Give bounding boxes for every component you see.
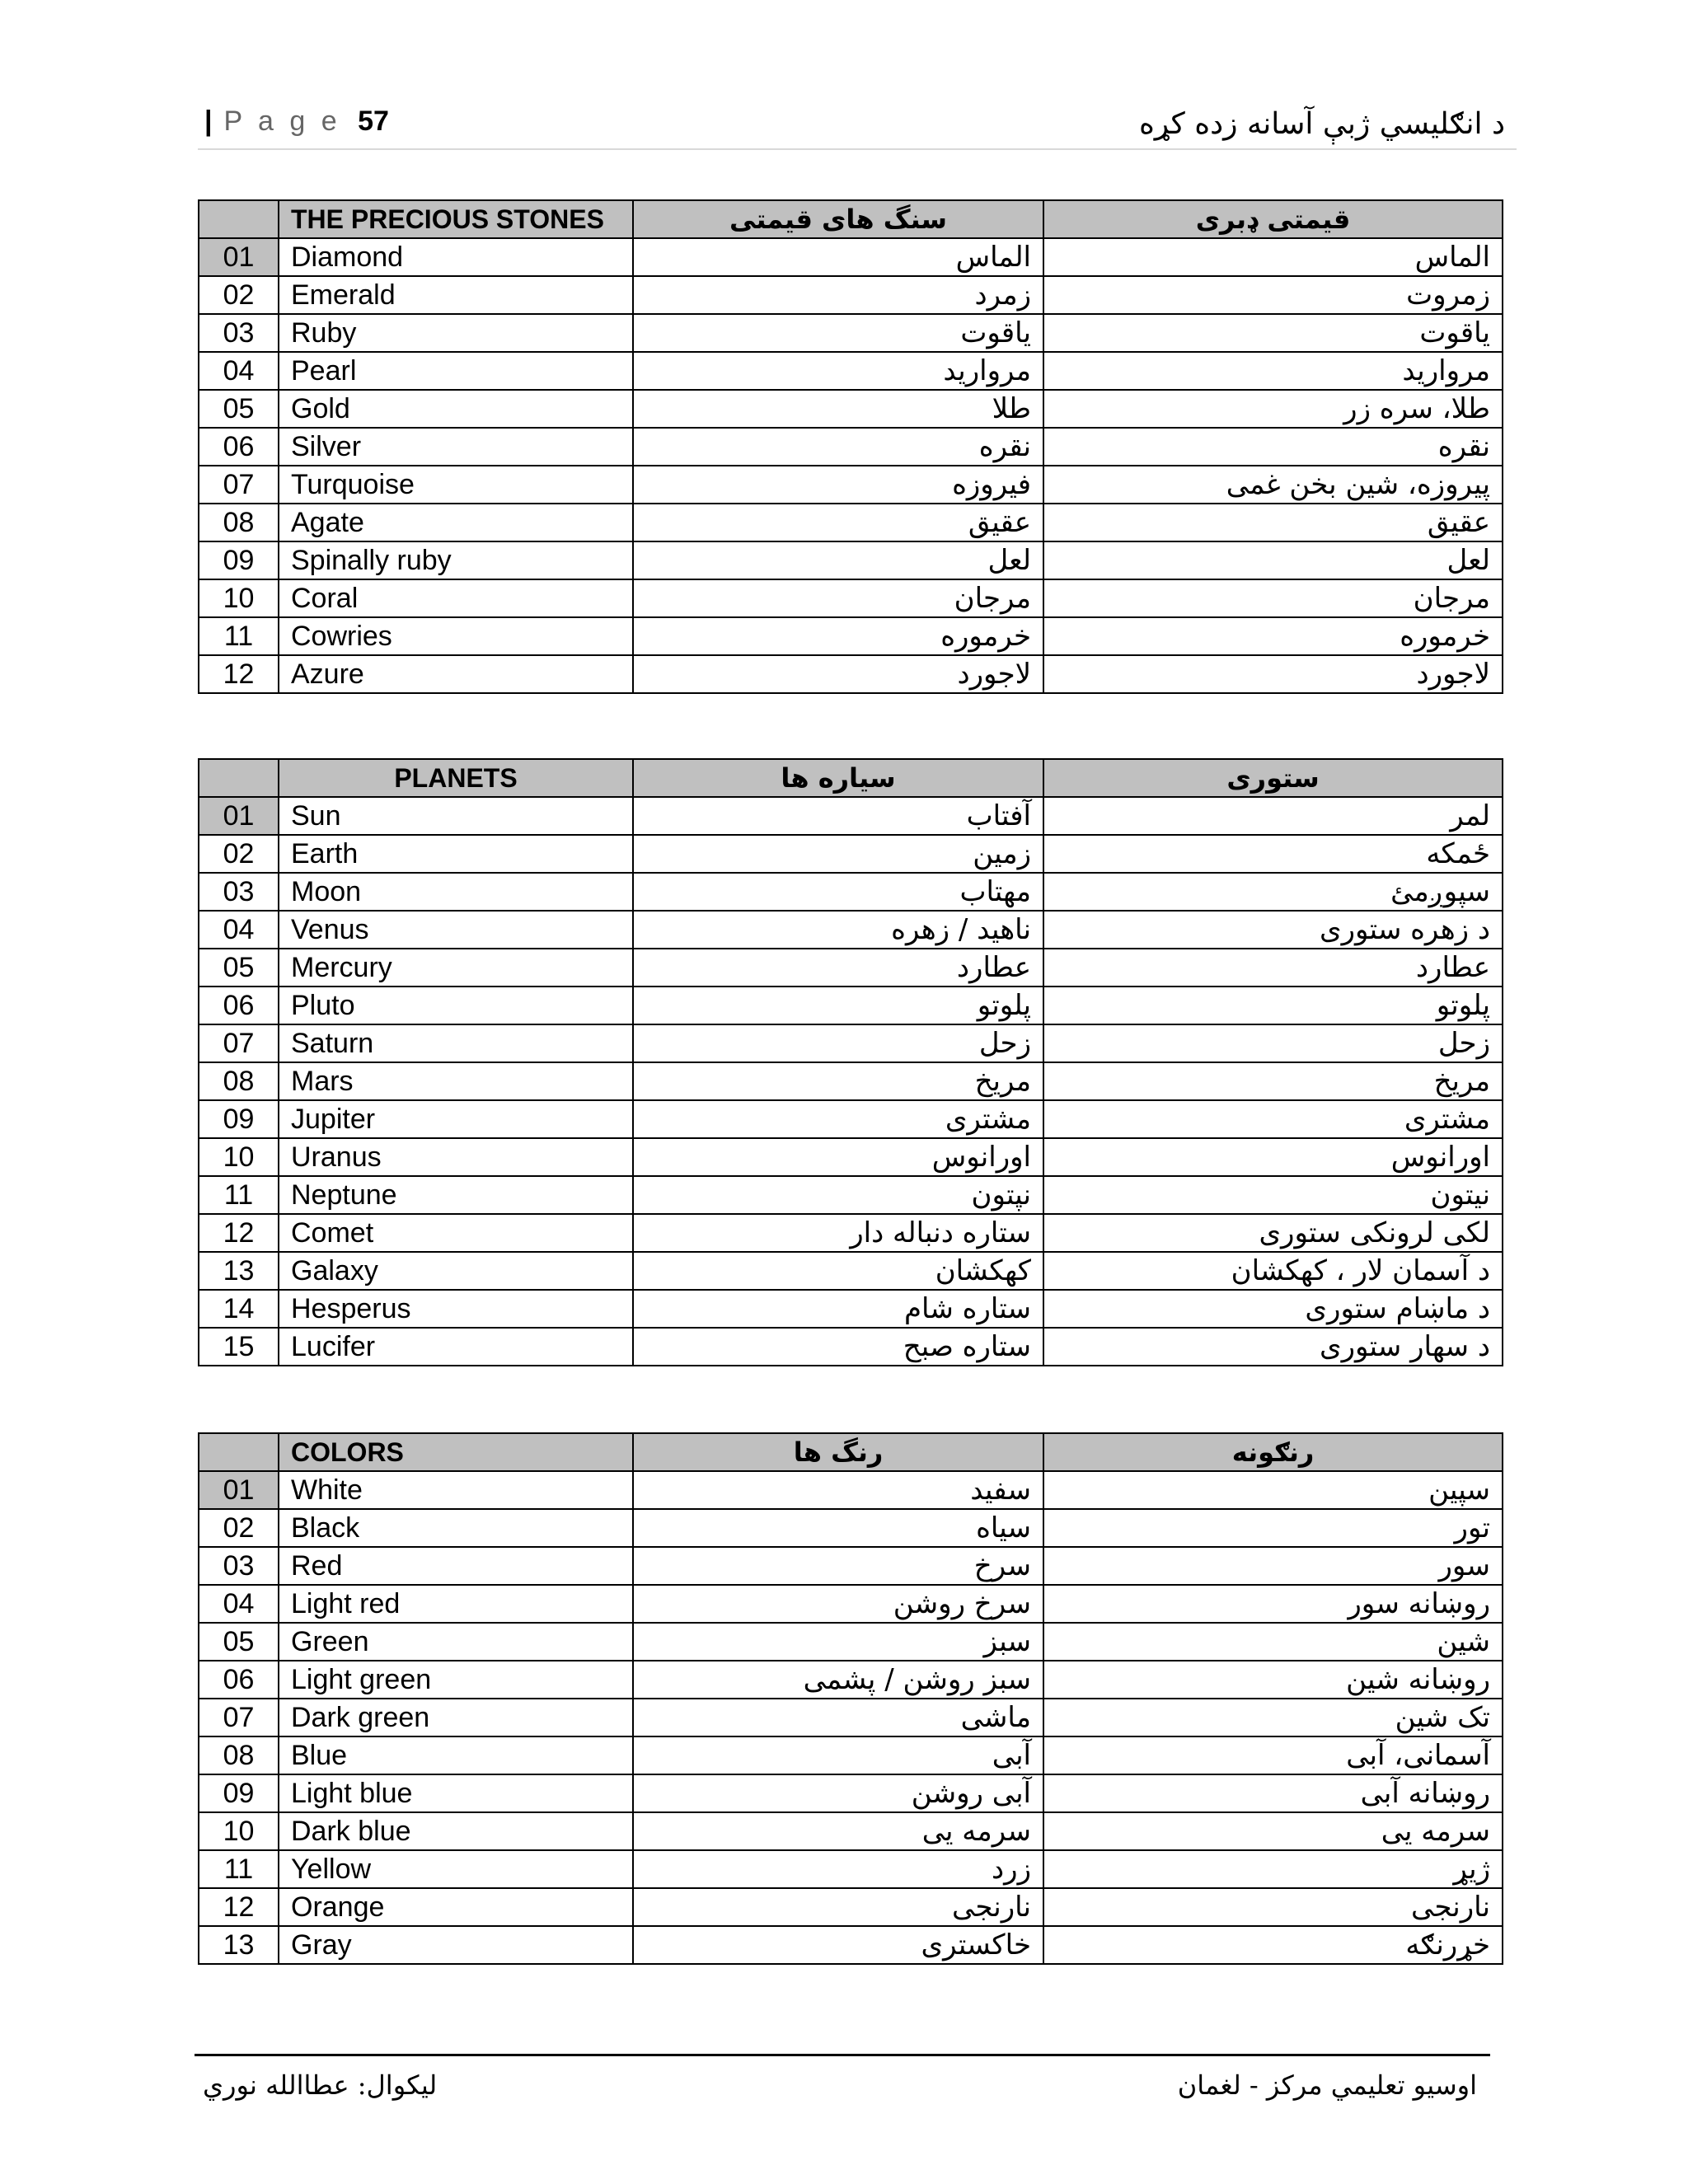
row-number: 09	[199, 1774, 279, 1812]
pashto-word: مشتری	[1043, 1100, 1503, 1138]
dari-word: ماشی	[633, 1699, 1043, 1736]
english-word: Lucifer	[279, 1328, 633, 1366]
dari-word: نارنجی	[633, 1888, 1043, 1926]
pashto-word: سپوږمئ	[1043, 873, 1503, 911]
english-word: Orange	[279, 1888, 633, 1926]
english-word: Saturn	[279, 1024, 633, 1062]
header-english: COLORS	[279, 1433, 633, 1471]
header-pashto: ستوری	[1043, 759, 1503, 797]
footer-center: اوسیو تعلیمي مرکز - لغمان	[1177, 2069, 1477, 2101]
row-number: 13	[199, 1926, 279, 1964]
pashto-word: د آسمان لار ، کهکشان	[1043, 1252, 1503, 1290]
dari-word: ستاره صبح	[633, 1328, 1043, 1366]
dari-word: مشتری	[633, 1100, 1043, 1138]
english-word: Azure	[279, 655, 633, 693]
dari-word: زمرد	[633, 276, 1043, 314]
dari-word: پلوتو	[633, 987, 1043, 1024]
table-row	[199, 1736, 1503, 1774]
dari-word: مروارید	[633, 352, 1043, 390]
table-row	[199, 466, 1503, 504]
english-word: Silver	[279, 428, 633, 466]
row-number: 02	[199, 276, 279, 314]
table-row	[199, 987, 1503, 1024]
row-number: 07	[199, 1024, 279, 1062]
row-number: 04	[199, 911, 279, 949]
pashto-word: پلوتو	[1043, 987, 1503, 1024]
table-row	[199, 1290, 1503, 1328]
precious-stones-table	[198, 199, 1503, 694]
table-row	[199, 504, 1503, 541]
dari-word: سبز روشن / پشمی	[633, 1661, 1043, 1699]
english-word: Galaxy	[279, 1252, 633, 1290]
dari-word: سرمه یی	[633, 1812, 1043, 1850]
english-word: Mercury	[279, 949, 633, 987]
pashto-word: لمر	[1043, 797, 1503, 835]
row-number: 12	[199, 1214, 279, 1252]
header-pashto: رنګونه	[1043, 1433, 1503, 1471]
row-number: 08	[199, 504, 279, 541]
english-word: Uranus	[279, 1138, 633, 1176]
row-number: 10	[199, 1138, 279, 1176]
dari-word: نقره	[633, 428, 1043, 466]
row-number: 06	[199, 428, 279, 466]
table-row	[199, 276, 1503, 314]
table-row	[199, 1812, 1503, 1850]
row-number: 13	[199, 1252, 279, 1290]
pashto-word: روښانه سور	[1043, 1585, 1503, 1623]
dari-word: زرد	[633, 1850, 1043, 1888]
english-word: Venus	[279, 911, 633, 949]
table-row	[199, 1471, 1503, 1509]
table-row	[199, 949, 1503, 987]
dari-word: سفید	[633, 1471, 1043, 1509]
dari-word: خاکستری	[633, 1926, 1043, 1964]
table-row	[199, 1699, 1503, 1736]
pashto-word: اورانوس	[1043, 1138, 1503, 1176]
english-word: Hesperus	[279, 1290, 633, 1328]
pashto-word: د زهره ستوری	[1043, 911, 1503, 949]
dari-word: خرموره	[633, 617, 1043, 655]
english-word: Emerald	[279, 276, 633, 314]
table-row	[199, 1623, 1503, 1661]
row-number: 05	[199, 1623, 279, 1661]
row-number: 06	[199, 1661, 279, 1699]
table-row	[199, 579, 1503, 617]
english-word: Pluto	[279, 987, 633, 1024]
pashto-word: نارنجی	[1043, 1888, 1503, 1926]
pashto-word: مروارید	[1043, 352, 1503, 390]
header-corner-cell	[199, 759, 279, 797]
pashto-word: تک شین	[1043, 1699, 1503, 1736]
pashto-word: نقره	[1043, 428, 1503, 466]
row-number: 05	[199, 390, 279, 428]
table-header-row	[199, 200, 1503, 238]
pashto-word: ځمکه	[1043, 835, 1503, 873]
dari-word: زحل	[633, 1024, 1043, 1062]
dari-word: عقیق	[633, 504, 1043, 541]
dari-word: سبز	[633, 1623, 1043, 1661]
table-row	[199, 314, 1503, 352]
table-row	[199, 1176, 1503, 1214]
english-word: Comet	[279, 1214, 633, 1252]
english-word: Black	[279, 1509, 633, 1547]
header-pashto: قیمتی ډبری	[1043, 200, 1503, 238]
dari-word: فیروزه	[633, 466, 1043, 504]
table-row	[199, 390, 1503, 428]
pashto-word: طلا، سره زر	[1043, 390, 1503, 428]
pashto-word: لعل	[1043, 541, 1503, 579]
pashto-word: سرمه یی	[1043, 1812, 1503, 1850]
row-number: 03	[199, 314, 279, 352]
pashto-word: لاجورد	[1043, 655, 1503, 693]
dari-word: مریخ	[633, 1062, 1043, 1100]
page-label: | P a g e 57	[204, 105, 389, 137]
row-number: 12	[199, 1888, 279, 1926]
english-word: Gold	[279, 390, 633, 428]
table-row	[199, 1062, 1503, 1100]
row-number: 05	[199, 949, 279, 987]
english-word: Mars	[279, 1062, 633, 1100]
pashto-word: د سهار ستوری	[1043, 1328, 1503, 1366]
book-title: د انګلیسي ژبې آسانه زده کړه	[1138, 107, 1505, 141]
row-number: 03	[199, 1547, 279, 1585]
dari-word: زمین	[633, 835, 1043, 873]
header-dari: سنگ های قیمتی	[633, 200, 1043, 238]
table-row	[199, 428, 1503, 466]
pashto-word: روښانه شین	[1043, 1661, 1503, 1699]
pashto-word: سور	[1043, 1547, 1503, 1585]
english-word: Green	[279, 1623, 633, 1661]
row-number: 04	[199, 352, 279, 390]
english-word: Ruby	[279, 314, 633, 352]
pashto-word: مرجان	[1043, 579, 1503, 617]
pashto-word: تور	[1043, 1509, 1503, 1547]
header-dari: سیاره ها	[633, 759, 1043, 797]
dari-word: طلا	[633, 390, 1043, 428]
table-row	[199, 1100, 1503, 1138]
dari-word: ناهید / زهره	[633, 911, 1043, 949]
pashto-word: پیروزه، شین بخن غمی	[1043, 466, 1503, 504]
pashto-word: زحل	[1043, 1024, 1503, 1062]
colors-table	[198, 1432, 1503, 1965]
english-word: Gray	[279, 1926, 633, 1964]
header-corner-cell	[199, 200, 279, 238]
english-word: Moon	[279, 873, 633, 911]
row-number: 14	[199, 1290, 279, 1328]
pashto-word: سپین	[1043, 1471, 1503, 1509]
pashto-word: عطارد	[1043, 949, 1503, 987]
dari-word: آبی روشن	[633, 1774, 1043, 1812]
dari-word: مرجان	[633, 579, 1043, 617]
table-header-row	[199, 759, 1503, 797]
english-word: Earth	[279, 835, 633, 873]
english-word: Neptune	[279, 1176, 633, 1214]
page-number: 57	[358, 105, 389, 137]
row-number: 11	[199, 1176, 279, 1214]
header-dari: رنگ ها	[633, 1433, 1043, 1471]
table-row	[199, 617, 1503, 655]
dari-word: مهتاب	[633, 873, 1043, 911]
english-word: Sun	[279, 797, 633, 835]
english-word: Dark blue	[279, 1812, 633, 1850]
table-row	[199, 1214, 1503, 1252]
table-row	[199, 1547, 1503, 1585]
table-row	[199, 1661, 1503, 1699]
table-row	[199, 1252, 1503, 1290]
dari-word: آبی	[633, 1736, 1043, 1774]
pashto-word: آسمانی، آبی	[1043, 1736, 1503, 1774]
row-number: 07	[199, 1699, 279, 1736]
table-row	[199, 1509, 1503, 1547]
english-word: Diamond	[279, 238, 633, 276]
english-word: Agate	[279, 504, 633, 541]
page-word: P a g e	[223, 105, 341, 137]
table-row	[199, 797, 1503, 835]
english-word: Jupiter	[279, 1100, 633, 1138]
row-number: 09	[199, 541, 279, 579]
table-row	[199, 1138, 1503, 1176]
page-header	[198, 97, 1517, 150]
pashto-word: یاقوت	[1043, 314, 1503, 352]
pashto-word: نیتون	[1043, 1176, 1503, 1214]
row-number: 08	[199, 1736, 279, 1774]
header-english: THE PRECIOUS STONES	[279, 200, 633, 238]
table-row	[199, 655, 1503, 693]
table-row	[199, 352, 1503, 390]
pashto-word: شین	[1043, 1623, 1503, 1661]
page-footer	[195, 2054, 1490, 2106]
dari-word: ستاره دنباله دار	[633, 1214, 1043, 1252]
english-word: Spinally ruby	[279, 541, 633, 579]
row-number: 15	[199, 1328, 279, 1366]
row-number: 08	[199, 1062, 279, 1100]
pashto-word: ژیړ	[1043, 1850, 1503, 1888]
planets-table	[198, 758, 1503, 1366]
pashto-word: خرموره	[1043, 617, 1503, 655]
row-number: 01	[199, 238, 279, 276]
row-number: 07	[199, 466, 279, 504]
footer-author: لیکوال: عطاالله نوري	[203, 2069, 438, 2101]
pashto-word: د ماښام ستوری	[1043, 1290, 1503, 1328]
english-word: Blue	[279, 1736, 633, 1774]
dari-word: عطارد	[633, 949, 1043, 987]
pashto-word: خړرنګه	[1043, 1926, 1503, 1964]
row-number: 04	[199, 1585, 279, 1623]
english-word: Pearl	[279, 352, 633, 390]
dari-word: کهکشان	[633, 1252, 1043, 1290]
row-number: 03	[199, 873, 279, 911]
dari-word: آفتاب	[633, 797, 1043, 835]
header-english: PLANETS	[279, 759, 633, 797]
pashto-word: زمروت	[1043, 276, 1503, 314]
english-word: Turquoise	[279, 466, 633, 504]
header-corner-cell	[199, 1433, 279, 1471]
dari-word: ستاره شام	[633, 1290, 1043, 1328]
row-number: 02	[199, 835, 279, 873]
english-word: Light green	[279, 1661, 633, 1699]
dari-word: نپتون	[633, 1176, 1043, 1214]
pashto-word: روښانه آبی	[1043, 1774, 1503, 1812]
table-row	[199, 541, 1503, 579]
english-word: White	[279, 1471, 633, 1509]
table-row	[199, 1850, 1503, 1888]
dari-word: الماس	[633, 238, 1043, 276]
table-row	[199, 1024, 1503, 1062]
dari-word: اورانوس	[633, 1138, 1043, 1176]
table-row	[199, 1888, 1503, 1926]
row-number: 12	[199, 655, 279, 693]
dari-word: لاجورد	[633, 655, 1043, 693]
pashto-word: الماس	[1043, 238, 1503, 276]
row-number: 10	[199, 579, 279, 617]
row-number: 01	[199, 1471, 279, 1509]
row-number: 01	[199, 797, 279, 835]
pashto-word: مریخ	[1043, 1062, 1503, 1100]
english-word: Light red	[279, 1585, 633, 1623]
dari-word: سرخ روشن	[633, 1585, 1043, 1623]
row-number: 06	[199, 987, 279, 1024]
table-row	[199, 1774, 1503, 1812]
dari-word: یاقوت	[633, 314, 1043, 352]
table-header-row	[199, 1433, 1503, 1471]
english-word: Red	[279, 1547, 633, 1585]
english-word: Light blue	[279, 1774, 633, 1812]
table-row	[199, 1328, 1503, 1366]
table-row	[199, 238, 1503, 276]
table-row	[199, 1585, 1503, 1623]
dari-word: سیاه	[633, 1509, 1043, 1547]
table-row	[199, 873, 1503, 911]
row-number: 11	[199, 617, 279, 655]
row-number: 11	[199, 1850, 279, 1888]
table-row	[199, 835, 1503, 873]
dari-word: سرخ	[633, 1547, 1043, 1585]
row-number: 09	[199, 1100, 279, 1138]
table-row	[199, 911, 1503, 949]
row-number: 10	[199, 1812, 279, 1850]
table-row	[199, 1926, 1503, 1964]
english-word: Coral	[279, 579, 633, 617]
english-word: Dark green	[279, 1699, 633, 1736]
pashto-word: لکی لرونکی ستوری	[1043, 1214, 1503, 1252]
english-word: Cowries	[279, 617, 633, 655]
row-number: 02	[199, 1509, 279, 1547]
dari-word: لعل	[633, 541, 1043, 579]
english-word: Yellow	[279, 1850, 633, 1888]
pashto-word: عقیق	[1043, 504, 1503, 541]
